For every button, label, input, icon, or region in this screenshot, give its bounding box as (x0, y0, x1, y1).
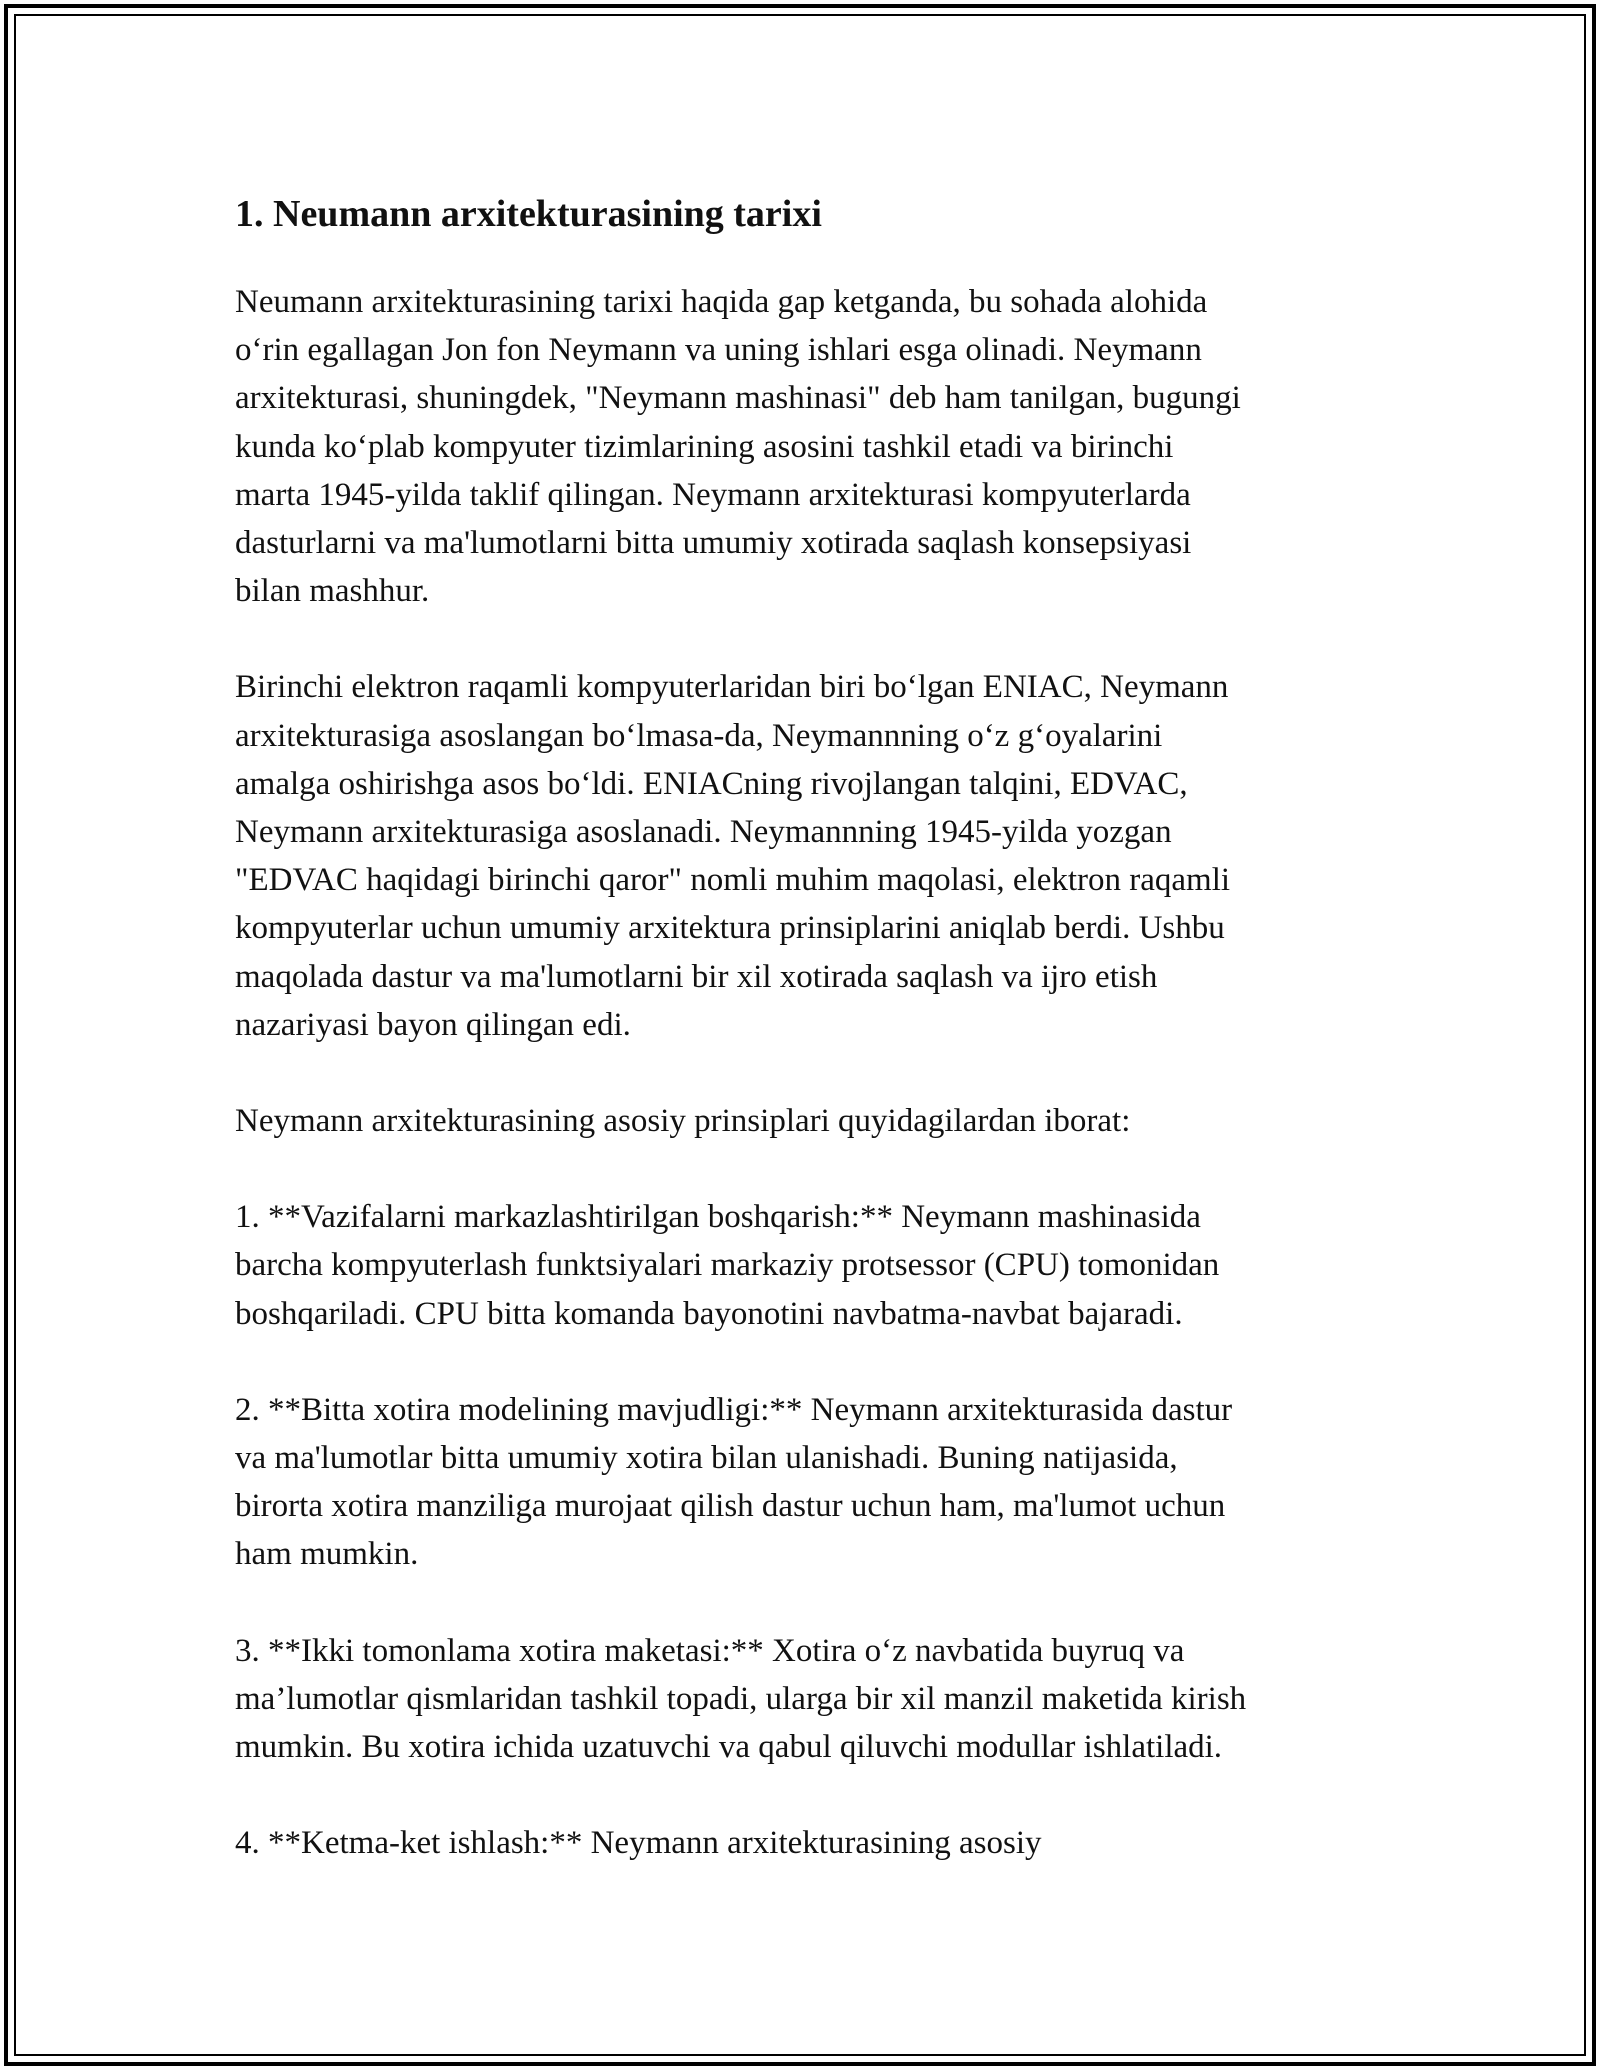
section-heading: 1. Neumann arxitekturasining tarixi (235, 193, 822, 235)
paragraph-eniac-edvac: Birinchi elektron raqamli kompyuterlaridan biri bo‘lgan ENIAC, Neymann arxitekturasiga asoslangan bo‘lmasa-da, Neymannning o‘z g‘oyalarini amalga oshirishga asos bo‘ldi. ENIACning rivojlangan talqini, EDVAC, Neymann arxitekturasiga asoslanadi. Neymannning 1945-yilda yozgan "EDVAC haqidagi birinchi qaror" nomli muhim maqolasi, elektron raqamli kompyuterlar uchun umumiy arxitektura prinsiplarini aniqlab berdi. Ushbu maqolada dastur va ma'lumotlarni bir xil xotirada saqlash va ijro etish nazariyasi bayon qilingan edi. (235, 669, 1231, 1043)
list-item-principle-3: 3. **Ikki tomonlama xotira maketasi:** Xotira o‘z navbatida buyruq va ma’lumotlar qismlaridan tashkil topadi, ularga bir xil manzil maketida kirish mumkin. Bu xotira ichida uzatuvchi va qabul qiluvchi modullar ishlatiladi. (235, 1632, 1247, 1766)
paragraph-history-intro: Neumann arxitekturasining tarixi haqida gap ketganda, bu sohada alohida o‘rin egallagan Jon fon Neymann va uning ishlari esga olinadi. Neymann arxitekturasi, shuningdek, "Neymann mashinasi" deb ham tanilgan, bugungi kunda ko‘plab kompyuter tizimlarining asosini tashkil etadi va birinchi marta 1945-yilda taklif qilingan. Neymann arxitekturasi kompyuterlarda dasturlarni va ma'lumotlarni bitta umumiy xotirada saqlash konsepsiyasi bilan mashhur. (235, 284, 1241, 610)
list-item-principle-1: 1. **Vazifalarni markazlashtirilgan boshqarish:** Neymann mashinasida barcha kompyuterlash funktsiyalari markaziy protsessor (CPU) tomonidan boshqariladi. CPU bitta komanda bayonotini navbatma-navbat bajaradi. (235, 1199, 1220, 1332)
list-item-principle-4: 4. **Ketma-ket ishlash:** Neymann arxitekturasining asosiy (235, 1825, 1042, 1862)
paragraph-principles-intro: Neymann arxitekturasining asosiy prinsiplari quyidagilardan iborat: (235, 1103, 1131, 1140)
list-item-principle-2: 2. **Bitta xotira modelining mavjudligi:** Neymann arxitekturasida dastur va ma'lumotlar bitta umumiy xotira bilan ulanishadi. Buning natijasida, birorta xotira manziliga murojaat qilish dastur uchun ham, ma'lumot uchun ham mumkin. (235, 1391, 1233, 1573)
document-body (235, 180, 1385, 1915)
